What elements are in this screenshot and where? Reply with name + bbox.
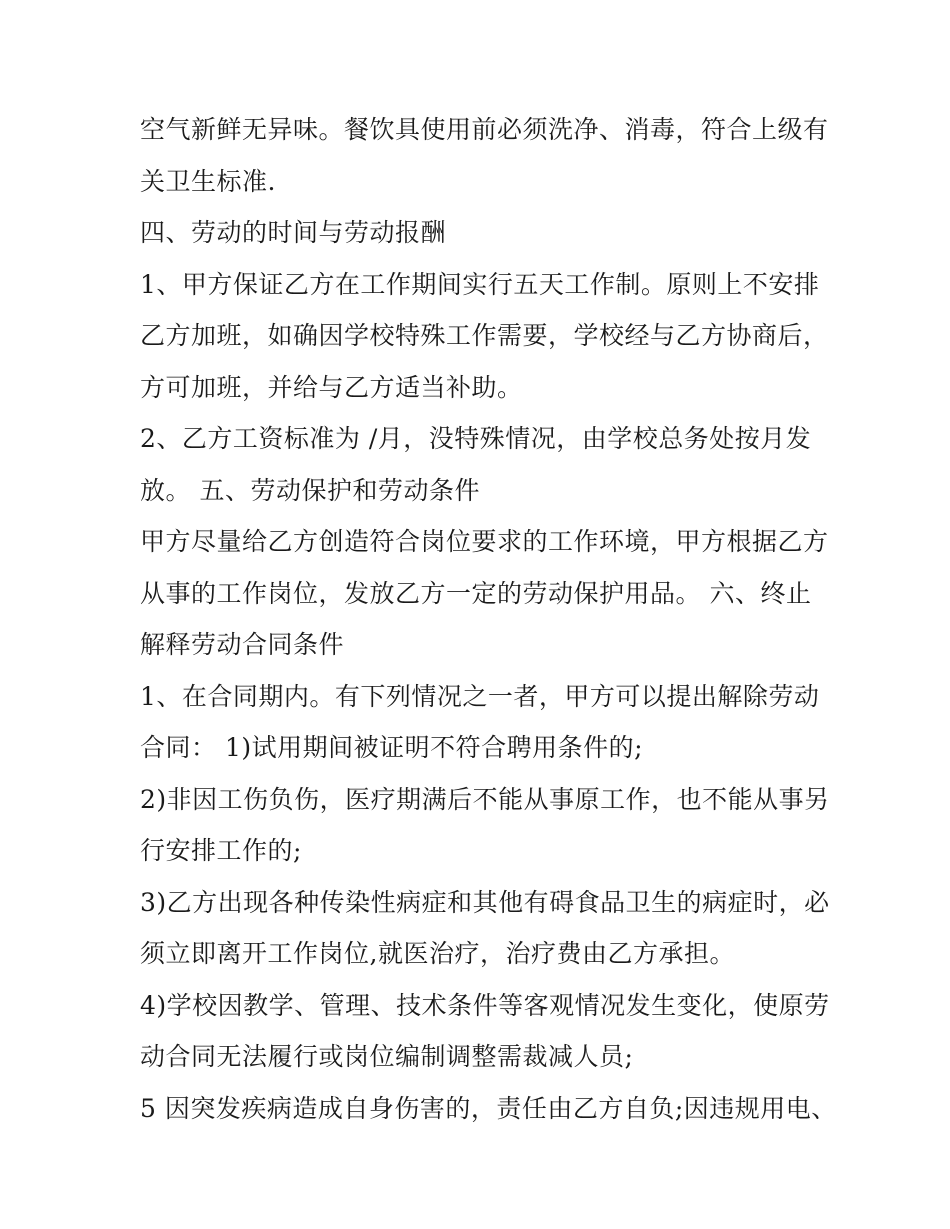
text-line: 空气新鲜无异味。餐饮具使用前必须洗净、消毒，符合上级有 bbox=[140, 115, 829, 144]
document-body bbox=[140, 104, 837, 1134]
text-line: 2、乙方工资标准为 /月，没特殊情况，由学校总务处按月发 bbox=[140, 424, 812, 453]
text-line: 4)学校因教学、管理、技术条件等客观情况发生变化，使原劳 bbox=[140, 990, 830, 1020]
text-line: 3)乙方出现各种传染性病症和其他有碍食品卫生的病症时，必 bbox=[140, 887, 830, 917]
text-line: 方可加班，并给与乙方适当补助。 bbox=[140, 372, 523, 402]
text-line: 乙方加班，如确因学校特殊工作需要，学校经与乙方协商后， bbox=[140, 321, 829, 350]
text-line: 1、在合同期内。有下列情况之一者，甲方可以提出解除劳动 bbox=[140, 681, 820, 711]
text-line: 解释劳动合同条件 bbox=[140, 630, 345, 659]
text-line: 合同： 1)试用期间被证明不符合聘用条件的; bbox=[140, 733, 644, 762]
text-line: 1、甲方保证乙方在工作期间实行五天工作制。原则上不安排 bbox=[140, 269, 820, 299]
text-line: 2)非因工伤负伤，医疗期满后不能从事原工作，也不能从事另 bbox=[140, 784, 830, 814]
text-line: 从事的工作岗位，发放乙方一定的劳动保护用品。 六、终止 bbox=[140, 578, 812, 608]
text-line: 动合同无法履行或岗位编制调整需裁减人员; bbox=[140, 1042, 634, 1071]
text-line: 关卫生标准. bbox=[140, 166, 276, 196]
text-line: 须立即离开工作岗位,就医治疗，治疗费由乙方承担。 bbox=[140, 939, 735, 968]
text-line: 5 因突发疾病造成自身伤害的，责任由乙方自负;因违规用电、 bbox=[140, 1093, 837, 1123]
text-line: 行安排工作的; bbox=[140, 836, 302, 865]
section-heading: 四、劳动的时间与劳动报酬 bbox=[140, 218, 447, 247]
text-line: 放。 五、劳动保护和劳动条件 bbox=[140, 475, 480, 505]
text-line: 甲方尽量给乙方创造符合岗位要求的工作环境，甲方根据乙方 bbox=[140, 527, 829, 556]
